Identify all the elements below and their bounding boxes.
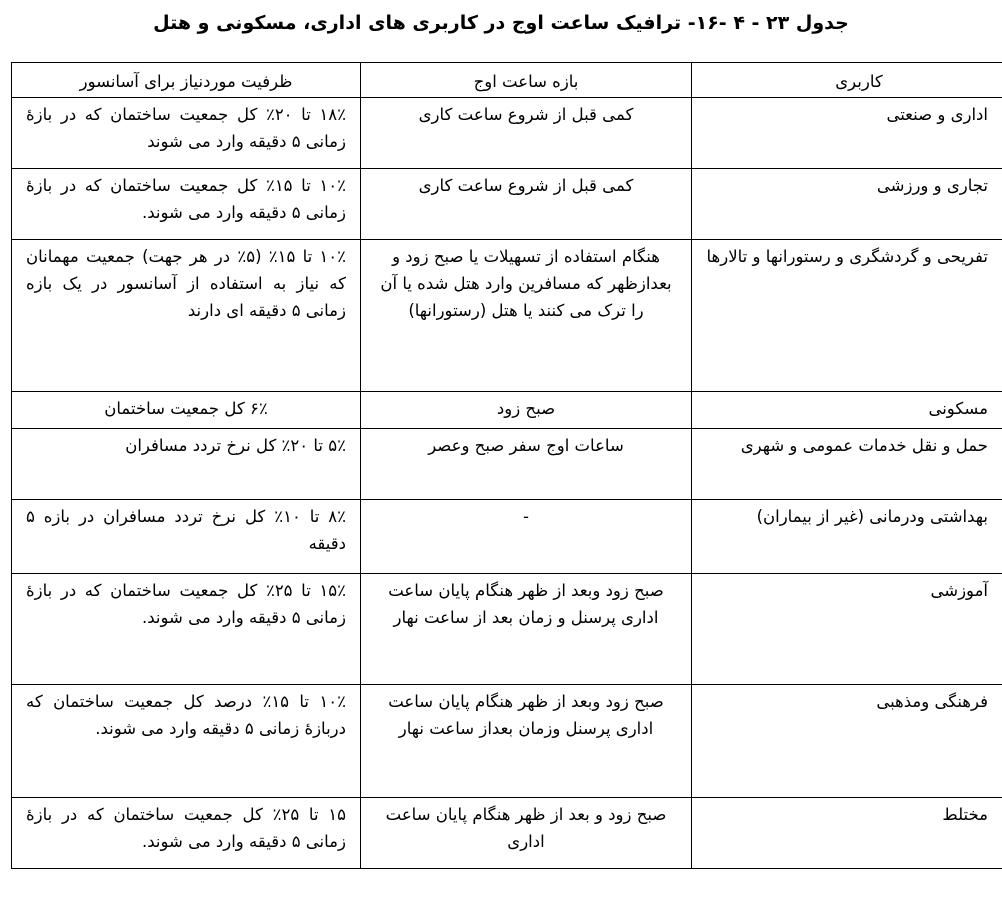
cell-capacity: ۱۰٪ تا ۱۵٪ کل جمعیت ساختمان که در بازهٔ زمانی ۵ دقیقه وارد می شوند. [12,169,361,240]
cell-peak-period: صبح زود وبعد از ظهر هنگام پایان ساعت اداری پرسنل وزمان بعداز ساعت نهار [361,685,692,798]
cell-capacity: ۶٪ کل جمعیت ساختمان [12,392,361,429]
cell-peak-period: ساعات اوج سفر صبح وعصر [361,429,692,500]
cell-peak-period: هنگام استفاده از تسهیلات یا صبح زود و بعدازظهر که مسافرین وارد هتل شده یا آن را ترک می کنند یا هتل (رستورانها) [361,240,692,392]
table-row [12,500,1002,574]
table-row [12,240,1002,392]
cell-use: اداری و صنعتی [692,98,1002,169]
cell-peak-period: صبح زود وبعد از ظهر هنگام پایان ساعت اداری پرسنل و زمان بعد از ساعت نهار [361,574,692,685]
cell-peak-period: کمی قبل از شروع ساعت کاری [361,169,692,240]
cell-use: حمل و نقل خدمات عمومی و شهری [692,429,1002,500]
header-use: کاربری [692,63,1002,98]
cell-capacity: ۸٪ تا ۱۰٪ کل نرخ تردد مسافران در بازه ۵ دقیقه [12,500,361,574]
header-row [12,63,1002,98]
cell-capacity: ۱۵ تا ۲۵٪ کل جمعیت ساختمان که در بازهٔ زمانی ۵ دقیقه وارد می شوند. [12,798,361,869]
table-row [12,429,1002,500]
cell-capacity: ۱۰٪ تا ۱۵٪ درصد کل جمعیت ساختمان که دربازهٔ زمانی ۵ دقیقه وارد می شوند. [12,685,361,798]
cell-use: تفریحی و گردشگری و رستورانها و تالارها [692,240,1002,392]
table-row [12,685,1002,798]
table-row [12,574,1002,685]
header-elevator-capacity: ظرفیت موردنیاز برای آسانسور [12,63,361,98]
table-row [12,98,1002,169]
cell-use: بهداشتی ودرمانی (غیر از بیماران) [692,500,1002,574]
table-title: جدول ۲۳ - ۴ -۱۶- ترافیک ساعت اوج در کاربری های اداری، مسکونی و هتل [153,12,849,34]
cell-use: مسکونی [692,392,1002,429]
cell-use: مختلط [692,798,1002,869]
peak-traffic-table [11,62,1002,869]
cell-use: آموزشی [692,574,1002,685]
cell-use: فرهنگی ومذهبی [692,685,1002,798]
cell-capacity: ۱۰٪ تا ۱۵٪ (۵٪ در هر جهت) جمعیت مهمانان که نیاز به استفاده از آسانسور در یک بازه زمانی ۵ دقیقه ای دارند [12,240,361,392]
cell-capacity: ۱۵٪ تا ۲۵٪ کل جمعیت ساختمان که در بازهٔ زمانی ۵ دقیقه وارد می شوند. [12,574,361,685]
cell-peak-period: صبح زود [361,392,692,429]
table-row [12,392,1002,429]
table-row [12,798,1002,869]
cell-capacity: ۱۸٪ تا ۲۰٪ کل جمعیت ساختمان که در بازهٔ زمانی ۵ دقیقه وارد می شوند [12,98,361,169]
table-row [12,169,1002,240]
cell-capacity: ۵٪ تا ۲۰٪ کل نرخ تردد مسافران [12,429,361,500]
cell-peak-period: - [361,500,692,574]
cell-peak-period: صبح زود و بعد از ظهر هنگام پایان ساعت اداری [361,798,692,869]
cell-peak-period: کمی قبل از شروع ساعت کاری [361,98,692,169]
header-peak-period: بازه ساعت اوج [361,63,692,98]
cell-use: تجاری و ورزشی [692,169,1002,240]
